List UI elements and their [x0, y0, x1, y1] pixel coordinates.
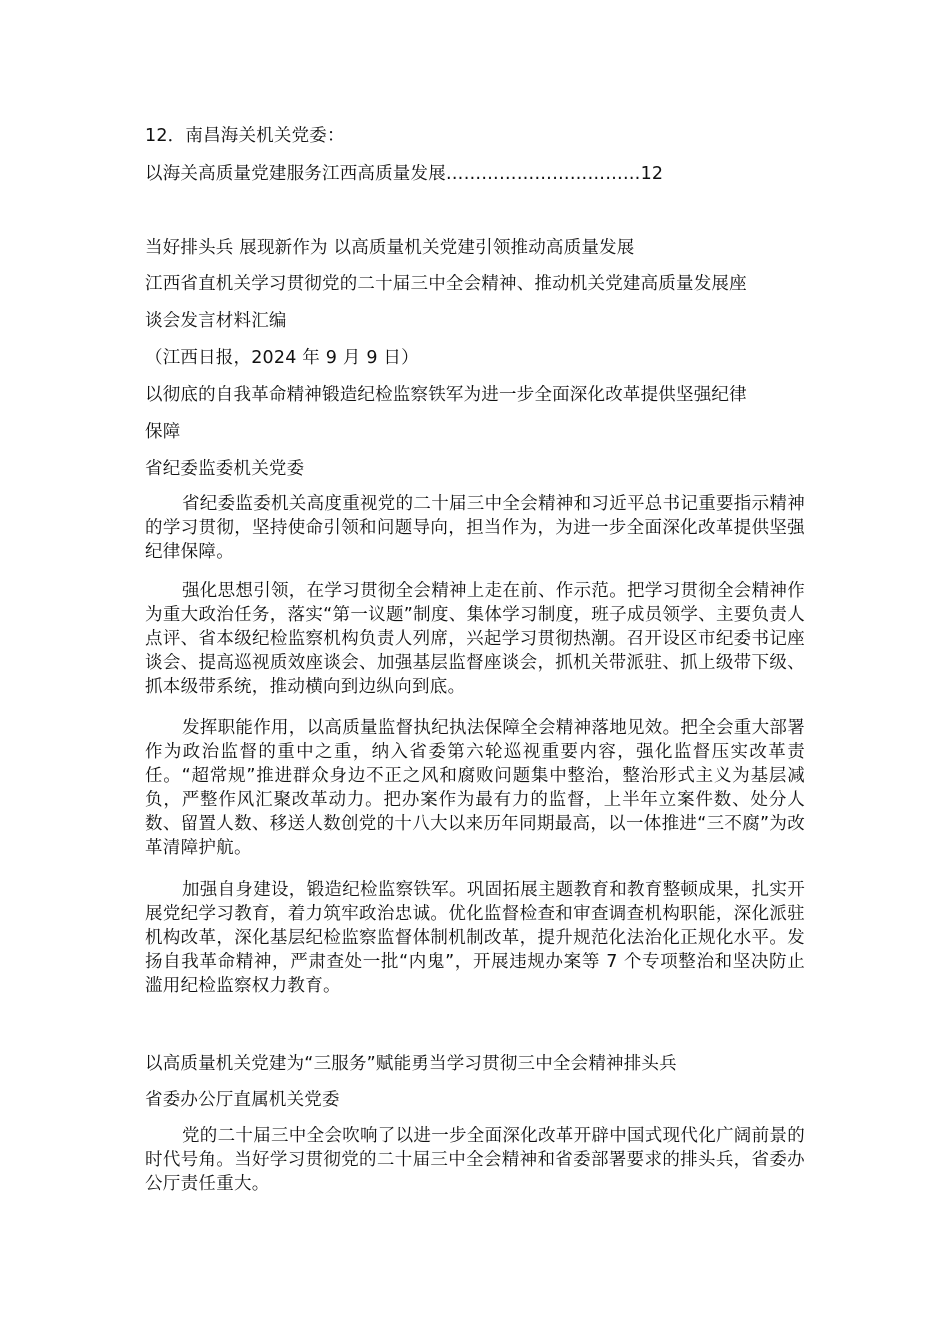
- main-title: 当好排头兵 展现新作为 以高质量机关党建引领推动高质量发展: [145, 238, 635, 258]
- article2-title: 以高质量机关党建为“三服务”赋能勇当学习贯彻三中全会精神排头兵: [145, 1054, 677, 1074]
- toc-item-12-entry: 以海关高质量党建服务江西高质量发展……………………………12: [145, 164, 664, 184]
- article1-paragraph-3: 发挥职能作用，以高质量监督执纪执法保障全会精神落地见效。把全会重大部署作为政治监督的重中之重，纳入省委第六轮巡视重要内容，强化监督压实改革责任。“超常规”推进群众身边不正之风和腐败问题集中整治，整治形式主义为基层减负，严整作风汇聚改革动力。把办案作为最有力的监督，上半年立案件数、处分人数、留置人数、移送人数创党的十八大以来历年同期最高，以一体推进“三不腐”为改革清障护航。: [145, 718, 805, 858]
- article2-paragraph-1: 党的二十届三中全会吹响了以进一步全面深化改革开辟中国式现代化广阔前景的时代号角。当好学习贯彻党的二十届三中全会精神和省委部署要求的排头兵，省委办公厅责任重大。: [145, 1126, 805, 1194]
- article1-title-line-1: 以彻底的自我革命精神锻造纪检监察铁军为进一步全面深化改革提供坚强纪律: [145, 385, 747, 405]
- source-line: （江西日报，2024 年 9 月 9 日）: [145, 348, 419, 368]
- subtitle-line-2: 谈会发言材料汇编: [145, 311, 287, 331]
- article1-paragraph-2: 强化思想引领，在学习贯彻全会精神上走在前、作示范。把学习贯彻全会精神作为重大政治任务，落实“第一议题”制度、集体学习制度，班子成员领学、主要负责人点评、省本级纪检监察机构负责人列席，兴起学习贯彻热潮。召开设区市纪委书记座谈会、提高巡视质效座谈会、加强基层监督座谈会，抓机关带派驻、抓上级带下级、抓本级带系统，推动横向到边纵向到底。: [145, 581, 805, 697]
- article1-paragraph-4: 加强自身建设，锻造纪检监察铁军。巩固拓展主题教育和教育整顿成果，扎实开展党纪学习教育，着力筑牢政治忠诚。优化监督检查和审查调查机构职能，深化派驻机构改革，深化基层纪检监察监督体制机制改革，提升规范化法治化正规化水平。发扬自我革命精神，严肃查处一批“内鬼”，开展违规办案等 7 个专项整治和坚决防止滥用纪检监察权力教育。: [145, 880, 805, 996]
- article1-title-line-2: 保障: [145, 422, 181, 442]
- article1-paragraph-1: 省纪委监委机关高度重视党的二十届三中全会精神和习近平总书记重要指示精神的学习贯彻，坚持使命引领和问题导向，担当作为，为进一步全面深化改革提供坚强纪律保障。: [145, 494, 805, 562]
- toc-item-12-title: 12．南昌海关机关党委：: [145, 126, 345, 146]
- article2-author: 省委办公厅直属机关党委: [145, 1090, 340, 1110]
- subtitle-line-1: 江西省直机关学习贯彻党的二十届三中全会精神、推动机关党建高质量发展座: [145, 274, 747, 294]
- article1-author: 省纪委监委机关党委: [145, 459, 305, 479]
